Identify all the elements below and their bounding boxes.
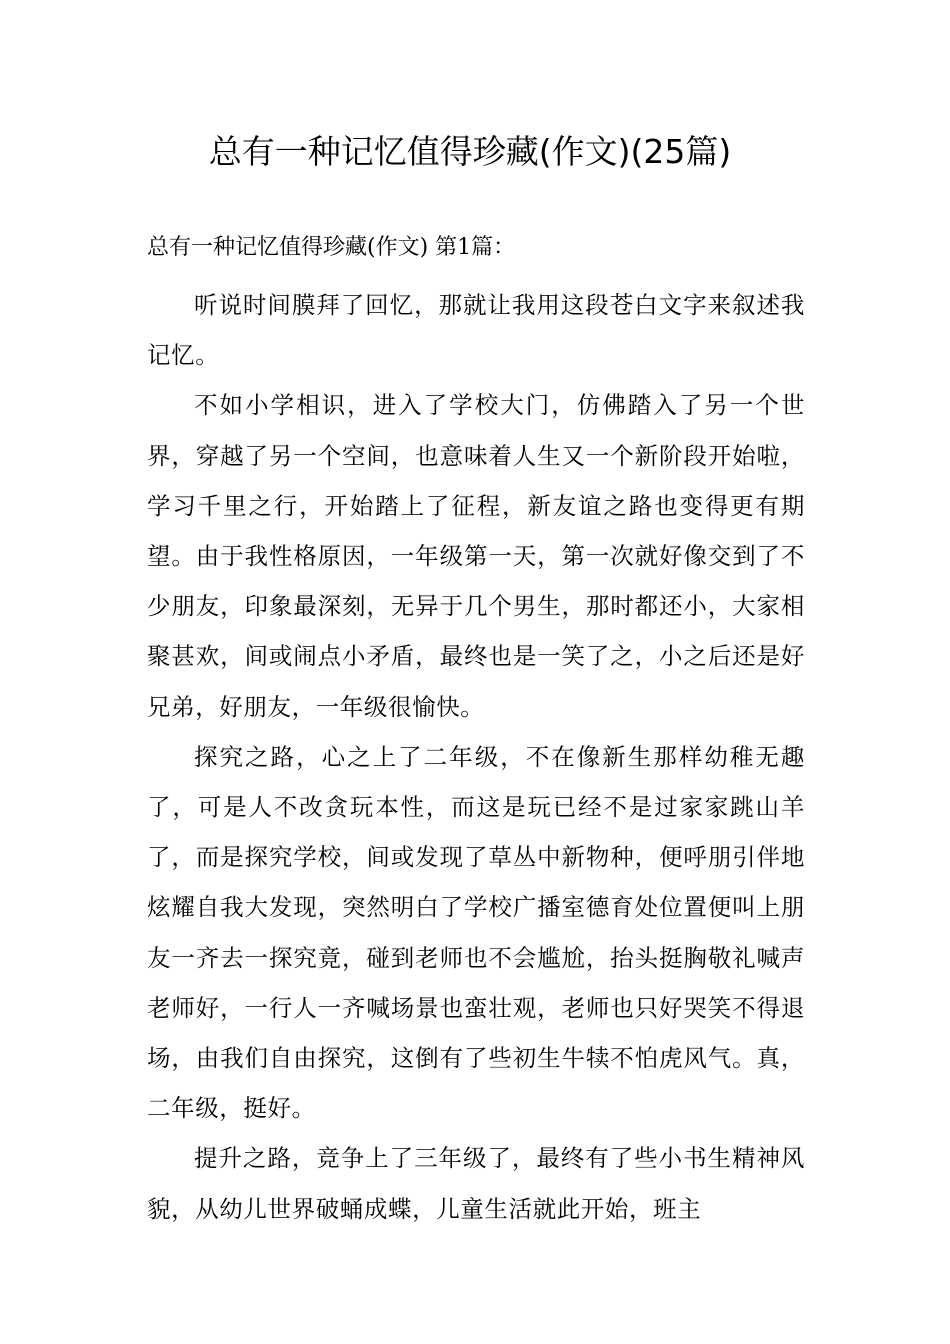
paragraph-4: 提升之路，竞争上了三年级了，最终有了些小书生精神风貌，从幼儿世界破蛹成蝶，儿童生活就此开始，班主 — [147, 1144, 805, 1223]
document-title: 总有一种记忆值得珍藏(作文)(25篇) — [208, 132, 732, 171]
paragraph-3: 探究之路，心之上了二年级，不在像新生那样幼稚无趣了，可是人不改贪玩本性，而这是玩已经不是过家家跳山羊了，而是探究学校，间或发现了草丛中新物种，便呼朋引伴地炫耀自我大发现，突然明白了学校广播室德育处位置便叫上朋友一齐去一探究竟，碰到老师也不会尴尬，抬头挺胸敬礼喊声老师好，一行人一齐喊场景也蛮壮观，老师也只好哭笑不得退场，由我们自由探究，这倒有了些初生牛犊不怕虎风气。真，二年级，挺好。 — [147, 742, 805, 1123]
section-heading: 总有一种记忆值得珍藏(作文) 第1篇： — [147, 235, 516, 260]
paragraph-1: 听说时间膜拜了回忆，那就让我用这段苍白文字来叙述我记忆。 — [147, 291, 805, 370]
paragraph-2: 不如小学相识，进入了学校大门，仿佛踏入了另一个世界，穿越了另一个空间，也意味着人生又一个新阶段开始啦，学习千里之行，开始踏上了征程，新友谊之路也变得更有期望。由于我性格原因，一年级第一天，第一次就好像交到了不少朋友，印象最深刻，无异于几个男生，那时都还小，大家相聚甚欢，间或闹点小矛盾，最终也是一笑了之，小之后还是好兄弟，好朋友，一年级很愉快。 — [147, 391, 805, 721]
document-body — [147, 280, 805, 1234]
